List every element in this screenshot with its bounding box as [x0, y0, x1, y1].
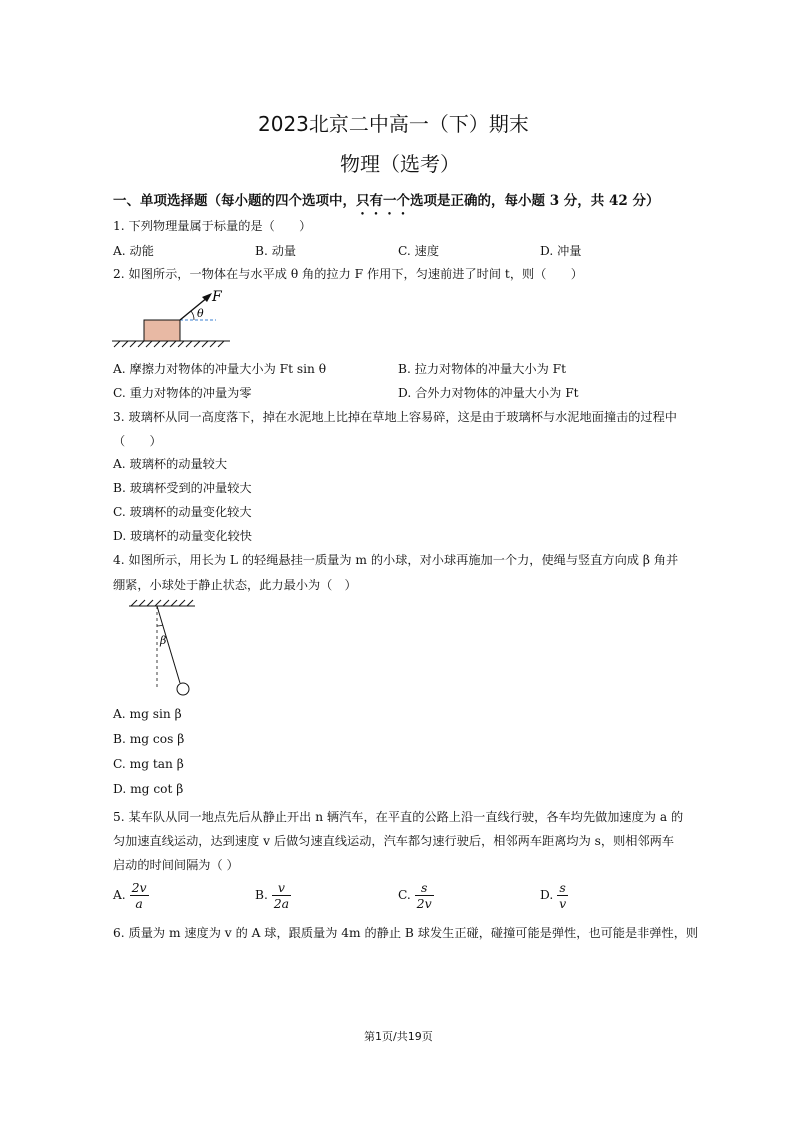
block-box: [144, 320, 180, 341]
section-heading-pre: 一、单项选择题（每小题的四个选项中，: [113, 193, 356, 209]
q3-option-c: C. 玻璃杯的动量变化较大: [113, 505, 252, 519]
angle-arc: [157, 625, 163, 626]
section-heading-post: 选项是正确的，每小题 3 分，共 42 分）: [410, 193, 660, 209]
force-label: F: [212, 289, 222, 305]
q5-option-d-numerator: s: [557, 880, 568, 896]
pendulum-ball: [177, 683, 189, 695]
q5-option-d-fraction: [557, 880, 568, 911]
q4-option-d: D. mg cot β: [113, 782, 184, 796]
q5-option-d-denominator: v: [559, 896, 567, 911]
q4-figure-pendulum: [125, 596, 205, 698]
section-heading-emphasis: 只有一个: [356, 193, 410, 209]
q5-stem-line1: 5. 某车队从同一地点先后从静止开出 n 辆汽车，在平直的公路上沿一直线行驶，各车均先做加速度为 a 的: [113, 810, 684, 824]
q3-stem-line2: （ ）: [113, 434, 162, 448]
q2-stem: 2. 如图所示，一物体在与水平成 θ 角的拉力 F 作用下，匀速前进了时间 t，则（ ）: [113, 267, 583, 281]
q5-option-a-numerator: 2v: [131, 880, 147, 895]
q5-option-c-fraction: [415, 880, 434, 911]
q4-option-a: A. mg sin β: [113, 707, 182, 721]
q4-option-b: B. mg cos β: [113, 732, 185, 746]
q1-stem: 1. 下列物理量属于标量的是（ ）: [113, 219, 312, 233]
q5-option-c-denominator: 2v: [416, 896, 432, 911]
q6-stem-line1: 6. 质量为 m 速度为 v 的 A 球，跟质量为 4m 的静止 B 球发生正碰，碰撞可能是弹性，也可能是非弹性，则: [113, 926, 699, 940]
q5-option-c-numerator: s: [415, 880, 434, 896]
q5-option-b-letter: B.: [255, 888, 268, 902]
q1-option-d: D. 冲量: [540, 244, 582, 258]
q5-option-a: [113, 880, 149, 911]
q5-option-a-letter: A.: [113, 888, 126, 902]
q1-option-a: A. 动能: [113, 244, 154, 258]
q2-option-d: D. 合外力对物体的冲量大小为 Ft: [398, 386, 579, 400]
q5-option-a-fraction: [130, 880, 149, 911]
exam-title: 2023北京二中高一（下）期末: [258, 112, 529, 136]
section-heading: [113, 189, 659, 218]
q1-option-c: C. 速度: [398, 244, 440, 258]
exam-subject: 物理（选考）: [340, 152, 460, 176]
ceiling-hatch: [129, 600, 195, 606]
q5-option-b-numerator: v: [272, 880, 291, 896]
q5-stem-line2: 匀加速直线运动，达到速度 v 后做匀速直线运动，汽车都匀速行驶后，相邻两车距离均为 s，则相邻两车: [113, 834, 675, 848]
q5-option-d-letter: D.: [540, 888, 554, 902]
q2-figure-block-force: [112, 285, 242, 351]
q5-option-b: [255, 880, 291, 911]
angle-label: θ: [197, 307, 204, 320]
q5-option-b-denominator: 2a: [273, 896, 290, 911]
q3-option-b: B. 玻璃杯受到的冲量较大: [113, 481, 252, 495]
q5-option-b-fraction: [272, 880, 291, 911]
q3-stem-line1: 3. 玻璃杯从同一高度落下，掉在水泥地上比掉在草地上容易碎，这是由于玻璃杯与水泥地面撞击的过程中: [113, 410, 677, 424]
q4-option-c: C. mg tan β: [113, 757, 184, 771]
angle-arc: [191, 311, 194, 320]
q5-stem-line3: 启动的时间间隔为（ ）: [113, 858, 239, 872]
q4-stem-line1: 4. 如图所示，用长为 L 的轻绳悬挂一质量为 m 的小球，对小球再施加一个力，使绳与竖直方向成 β 角并: [113, 553, 679, 567]
q2-option-a: A. 摩擦力对物体的冲量大小为 Ft sin θ: [113, 362, 327, 376]
q5-option-c-letter: C.: [398, 888, 411, 902]
q3-option-a: A. 玻璃杯的动量较大: [113, 457, 228, 471]
q5-option-c: [398, 880, 434, 911]
q2-option-c: C. 重力对物体的冲量为零: [113, 386, 252, 400]
q2-option-b: B. 拉力对物体的冲量大小为 Ft: [398, 362, 566, 376]
q1-option-b: B. 动量: [255, 244, 297, 258]
page-number: 第1页/共19页: [364, 1030, 433, 1043]
q5-option-d: [540, 880, 568, 911]
angle-label: β: [160, 634, 167, 647]
q4-stem-line2: 绷紧，小球处于静止状态，此力最小为（ ）: [113, 578, 357, 592]
q5-option-a-denominator: a: [135, 896, 143, 911]
ground-hatch: [112, 341, 230, 347]
q3-option-d: D. 玻璃杯的动量变化较快: [113, 529, 252, 543]
